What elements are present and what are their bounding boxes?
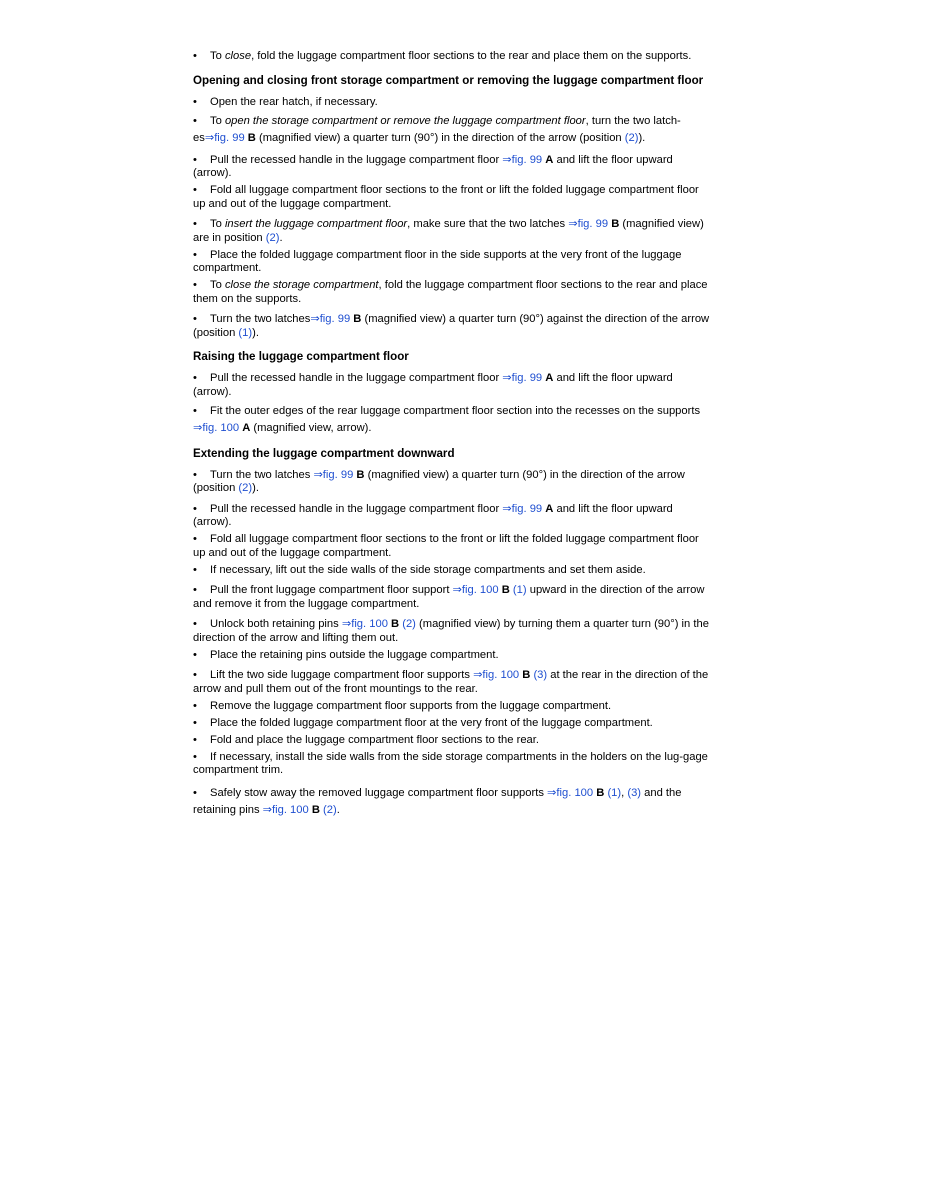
figure-label: A xyxy=(242,421,251,434)
figure-reference-link[interactable]: (2) xyxy=(323,803,337,816)
figure-label: B xyxy=(311,803,320,816)
instruction-text: If necessary, install the side walls from the side storage compartments in the holders on the lug-gage compartment trim. xyxy=(193,750,708,776)
figure-reference-link[interactable]: (2) xyxy=(402,618,416,630)
instruction-text: Unlock both retaining pins xyxy=(210,618,342,630)
figure-reference-link[interactable]: ⇒fig. 99 xyxy=(313,468,354,481)
instruction-bullet xyxy=(193,700,713,714)
figure-label: B xyxy=(353,313,362,325)
instruction-text: Fold all luggage compartment floor sections to the front or lift the folded luggage compartment floor up and out of the luggage compartment. xyxy=(193,184,699,210)
instruction-text: Place the retaining pins outside the luggage compartment. xyxy=(210,648,499,661)
instruction-bullet xyxy=(193,403,713,437)
instruction-text: Fold all luggage compartment floor sections to the front or lift the folded luggage compartment floor up and out of the luggage compartment. xyxy=(193,533,699,559)
instruction-text: To xyxy=(210,114,225,127)
figure-reference-link[interactable]: ⇒fig. 100 xyxy=(262,803,309,816)
figure-reference-link[interactable]: ⇒fig. 99 xyxy=(502,372,543,384)
figure-reference-link[interactable]: (1) xyxy=(607,786,622,799)
figure-reference-link[interactable]: (2) xyxy=(238,482,253,494)
instruction-bullet xyxy=(193,717,713,731)
manual-page-content xyxy=(193,50,713,822)
instruction-text: (magnified view, arrow). xyxy=(250,421,372,434)
instruction-text: ). xyxy=(252,326,259,339)
instruction-bullet xyxy=(193,584,713,611)
figure-label: B xyxy=(501,584,510,596)
figure-reference-link[interactable]: (3) xyxy=(627,786,642,799)
instruction-bullet xyxy=(193,313,713,340)
figure-reference-link[interactable]: (3) xyxy=(533,669,548,681)
figure-label: A xyxy=(545,153,554,166)
instruction-text: Lift the two side luggage compartment floor supports xyxy=(210,669,474,681)
section-heading: Opening and closing front storage compartment or removing the luggage compartment floor xyxy=(193,73,704,87)
figure-reference-link[interactable]: ⇒fig. 99 xyxy=(204,131,245,144)
instruction-text: and lift the floor upward (arrow). xyxy=(193,502,673,528)
instruction-text: at the rear in the direction of the arrow and pull them out of the front mountings to the rear. xyxy=(193,669,709,695)
instruction-text: and the retaining pins xyxy=(193,786,682,816)
instruction-bullet xyxy=(193,564,713,578)
figure-reference-link[interactable]: ⇒fig. 100 xyxy=(193,421,240,434)
figure-label: A xyxy=(545,372,554,384)
instruction-bullet xyxy=(193,372,713,399)
emphasis-text: insert the luggage compartment floor xyxy=(224,218,408,230)
emphasis-text: close the storage compartment xyxy=(224,279,379,291)
instruction-bullet xyxy=(193,184,713,211)
instruction-text: upward in the direction of the arrow and remove it from the luggage compartment. xyxy=(193,584,705,610)
emphasis-text: close xyxy=(224,50,252,62)
instruction-text: ). xyxy=(252,482,259,494)
instruction-bullet xyxy=(193,469,713,496)
figure-reference-link[interactable]: ⇒fig. 100 xyxy=(473,669,520,681)
instruction-text: Open the rear hatch, if necessary. xyxy=(210,95,378,108)
instruction-text: , xyxy=(621,786,628,799)
instruction-bullet xyxy=(193,618,713,645)
instruction-text: If necessary, lift out the side walls of the side storage compartments and set them aside. xyxy=(210,563,646,576)
emphasis-text: open the storage compartment or remove the luggage compartment floor xyxy=(224,114,586,127)
section-heading: Raising the luggage compartment floor xyxy=(193,350,409,363)
instruction-text: , fold the luggage compartment floor sections to the rear and place them on the supports. xyxy=(193,279,708,305)
instruction-text: . xyxy=(336,803,340,816)
figure-reference-link[interactable]: (1) xyxy=(238,326,253,339)
instruction-bullet xyxy=(193,96,713,110)
instruction-text: and lift the floor upward (arrow). xyxy=(193,372,673,398)
figure-reference-link[interactable]: ⇒fig. 99 xyxy=(568,218,609,230)
figure-label: B xyxy=(611,218,620,230)
figure-reference-link[interactable]: (2) xyxy=(624,131,639,144)
instruction-text: Pull the recessed handle in the luggage compartment floor xyxy=(210,372,503,384)
instruction-text: Fit the outer edges of the rear luggage compartment floor section into the recesses on the supports xyxy=(210,404,701,417)
figure-reference-link[interactable]: ⇒fig. 99 xyxy=(502,153,543,166)
figure-reference-link[interactable]: ⇒fig. 100 xyxy=(341,618,388,630)
instruction-bullet xyxy=(193,503,713,530)
instruction-text: (magnified view) by turning them a quarter turn (90°) in the direction of the arrow and lifting them out. xyxy=(193,618,709,644)
instruction-text: and lift the floor upward (arrow). xyxy=(193,153,673,179)
figure-label: B xyxy=(596,786,605,799)
instruction-text: To xyxy=(210,218,225,230)
figure-reference-link[interactable]: (1) xyxy=(512,584,527,596)
figure-reference-link[interactable]: ⇒fig. 100 xyxy=(452,584,499,596)
figure-label: B xyxy=(522,669,531,681)
instruction-text: Remove the luggage compartment floor supports from the luggage compartment. xyxy=(210,699,612,712)
instruction-text: Place the folded luggage compartment floor at the very front of the luggage compartment. xyxy=(210,716,653,729)
instruction-text: Turn the two latches xyxy=(210,313,311,325)
figure-label: A xyxy=(545,502,554,515)
instruction-text: Pull the recessed handle in the luggage compartment floor xyxy=(210,153,503,166)
instruction-text: (magnified view) a quarter turn (90°) in the direction of the arrow (position xyxy=(193,468,685,494)
figure-reference-link[interactable]: ⇒fig. 100 xyxy=(547,786,594,799)
instruction-bullet xyxy=(193,533,713,560)
instruction-bullet xyxy=(193,751,713,778)
instruction-bullet xyxy=(193,154,713,181)
instruction-bullet xyxy=(193,734,713,748)
instruction-text: Pull the front luggage compartment floor support xyxy=(210,584,453,596)
instruction-text: , turn the two latch-es xyxy=(193,114,681,144)
figure-reference-link[interactable]: ⇒fig. 99 xyxy=(310,313,351,325)
instruction-text: Place the folded luggage compartment floor in the side supports at the very front of the luggage compartment. xyxy=(193,248,682,274)
figure-reference-link[interactable]: (2) xyxy=(265,231,280,244)
figure-label: B xyxy=(391,618,400,630)
figure-label: B xyxy=(356,468,365,481)
figure-label: B xyxy=(247,131,256,144)
instruction-bullet xyxy=(193,218,713,245)
instruction-text: (magnified view) a quarter turn (90°) against the direction of the arrow (position xyxy=(193,313,710,339)
instruction-bullet xyxy=(193,249,713,276)
instruction-text: ). xyxy=(638,131,646,144)
instruction-text: Turn the two latches xyxy=(210,468,314,481)
instruction-text: Fold and place the luggage compartment floor sections to the rear. xyxy=(210,733,539,746)
instruction-text: To xyxy=(210,50,225,62)
instruction-text: (magnified view) a quarter turn (90°) in the direction of the arrow (position xyxy=(255,131,625,144)
instruction-bullet xyxy=(193,113,713,147)
figure-reference-link[interactable]: ⇒fig. 99 xyxy=(502,502,543,515)
instruction-text: Safely stow away the removed luggage compartment floor supports xyxy=(210,786,548,799)
instruction-bullet xyxy=(193,649,713,663)
instruction-bullet xyxy=(193,669,713,696)
instruction-text: , make sure that the two latches xyxy=(407,218,569,230)
instruction-bullet xyxy=(193,785,713,819)
instruction-text: Pull the recessed handle in the luggage compartment floor xyxy=(210,502,503,515)
instruction-text: (magnified view) are in position xyxy=(193,218,704,244)
instruction-bullet xyxy=(193,50,713,64)
instruction-text: . xyxy=(279,231,283,244)
instruction-text: , fold the luggage compartment floor sections to the rear and place them on the supports. xyxy=(251,50,692,62)
section-heading: Extending the luggage compartment downward xyxy=(193,446,455,460)
instruction-text: To xyxy=(210,279,225,291)
instruction-bullet xyxy=(193,279,713,306)
